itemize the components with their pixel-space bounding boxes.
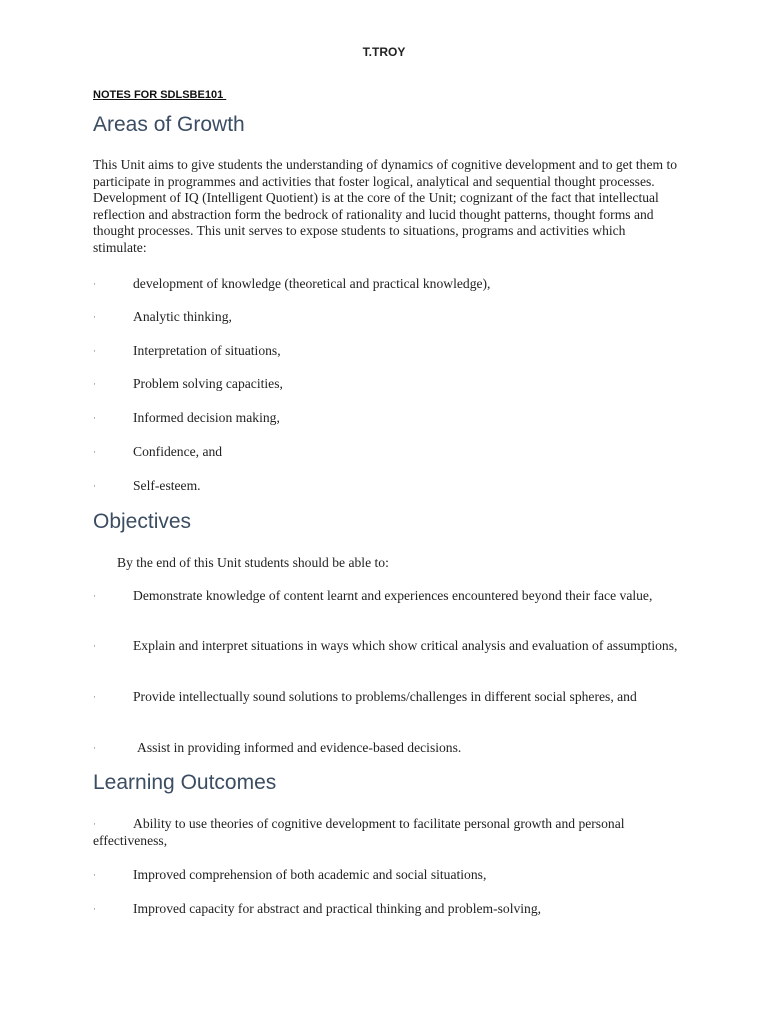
- list-item-text: Explain and interpret situations in ways which show critical analysis and evaluation of assumptions,: [133, 638, 678, 653]
- list-item: [93, 638, 678, 655]
- list-item: [93, 410, 678, 427]
- list-item: [93, 689, 678, 706]
- bullet-icon: ·: [93, 413, 96, 423]
- list-item-text: Demonstrate knowledge of content learnt and experiences encountered beyond their face value,: [133, 588, 653, 603]
- bullet-icon: ·: [93, 692, 96, 702]
- list-item: [93, 376, 678, 393]
- bullet-icon: ·: [93, 312, 96, 322]
- list-item-text: Informed decision making,: [133, 410, 280, 425]
- bullet-icon: ·: [93, 481, 96, 491]
- bullet-icon: ·: [93, 591, 96, 601]
- list-item-text: Problem solving capacities,: [133, 376, 283, 391]
- heading-areas-of-growth: Areas of Growth: [93, 113, 245, 136]
- objectives-intro: By the end of this Unit students should be able to:: [117, 555, 389, 570]
- page-header-author: T.TROY: [362, 45, 406, 59]
- bullet-icon: ·: [93, 641, 96, 651]
- bullet-icon: ·: [93, 819, 96, 829]
- list-item-text: development of knowledge (theoretical and practical knowledge),: [133, 276, 491, 291]
- list-item-text: Analytic thinking,: [133, 309, 232, 324]
- list-item: [93, 867, 678, 884]
- list-item: [93, 343, 678, 360]
- notes-title: NOTES FOR SDLSBE101: [93, 89, 227, 101]
- heading-learning-outcomes: Learning Outcomes: [93, 771, 277, 794]
- list-item-text: Assist in providing informed and evidence-based decisions.: [137, 740, 462, 755]
- list-item: [93, 444, 678, 461]
- list-item: [93, 740, 678, 757]
- list-item: [93, 309, 678, 326]
- bullet-icon: ·: [93, 447, 96, 457]
- bullet-icon: ·: [93, 346, 96, 356]
- list-item: [93, 901, 678, 918]
- list-item-text: Self-esteem.: [133, 478, 201, 493]
- areas-intro-paragraph: This Unit aims to give students the understanding of dynamics of cognitive development and to get them to participate in programmes and activities that foster logical, analytical and sequential thought processes. Development of IQ (Intelligent Quotient) is at the core of the Unit; cognizant of the fact that intellectual reflection and abstraction form the bedrock of rationality and lucid thought patterns, thought forms and thought processes. This unit serves to expose students to situations, programs and activities which stimulate:: [93, 157, 678, 255]
- list-item: [93, 478, 678, 495]
- list-item: [93, 816, 678, 849]
- bullet-icon: ·: [93, 743, 96, 753]
- bullet-icon: ·: [93, 279, 96, 289]
- list-item-text: Improved comprehension of both academic and social situations,: [133, 867, 487, 882]
- list-item: [93, 276, 678, 293]
- bullet-icon: ·: [93, 904, 96, 914]
- list-item-text: Interpretation of situations,: [133, 343, 281, 358]
- list-item-text: Ability to use theories of cognitive development to facilitate personal growth and personal effectiveness,: [93, 816, 625, 848]
- list-item: [93, 588, 678, 605]
- bullet-icon: ·: [93, 379, 96, 389]
- bullet-icon: ·: [93, 870, 96, 880]
- heading-objectives: Objectives: [93, 510, 192, 533]
- list-item-text: Improved capacity for abstract and practical thinking and problem-solving,: [133, 901, 542, 916]
- list-item-text: Confidence, and: [133, 444, 223, 459]
- list-item-text: Provide intellectually sound solutions to problems/challenges in different social spheres, and: [133, 689, 637, 704]
